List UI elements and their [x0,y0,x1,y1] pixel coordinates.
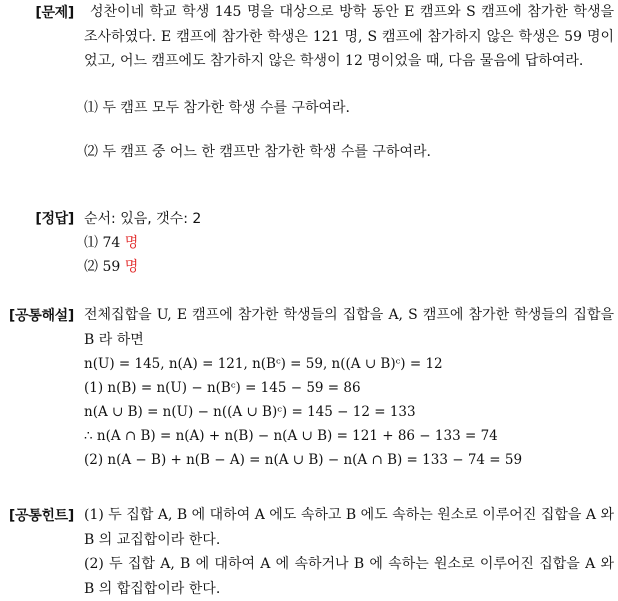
explanation-eq-5: (2) n(A − B) + n(B − A) = n(A ∪ B) − n(A ∩ B) = 133 − 74 = 59 [84,452,523,468]
question-1: ⑴ 두 캠프 모두 참가한 학생 수를 구하여라. [84,99,350,116]
explanation-label: [공통해설] [8,308,74,324]
answer-1 [84,231,614,255]
answer-label: [정답] [35,211,74,227]
hint-2: (2) 두 집합 A, B 에 대하여 A 에 속하거나 B 에 속하는 원소로 이루어진 집합을 A 와 B 의 합집합이라 한다. [84,556,614,597]
hint-1: (1) 두 집합 A, B 에 대하여 A 에도 속하고 B 에도 속하는 원소로 이루어진 집합을 A 와 B 의 교집합이라 한다. [84,507,614,548]
answer-1-unit: 명 [124,235,139,251]
answer-2-value: ⑵ 59 [84,259,121,275]
answer-1-value: ⑴ 74 [84,235,121,251]
explanation-eq-1: n(U) = 145, n(A) = 121, n(Bᶜ) = 59, n((A ∪ B)ᶜ) = 12 [84,356,443,372]
answer-2-unit: 명 [124,259,139,275]
hint-label: [공통힌트] [8,508,74,524]
explanation-eq-2: (1) n(B) = n(U) − n(Bᶜ) = 145 − 59 = 86 [84,380,361,396]
answer-2 [84,255,614,279]
question-2: ⑵ 두 캠프 중 어느 한 캠프만 참가한 학생 수를 구하여라. [84,143,431,160]
explanation-eq-4: ∴ n(A ∩ B) = n(A) + n(B) − n(A ∪ B) = 121 + 86 − 133 = 74 [84,428,498,444]
problem-label: [문제] [35,5,74,21]
problem-text: 성찬이네 학교 학생 145 명을 대상으로 방학 동안 E 캠프와 S 캠프에 참가한 학생을 조사하였다. E 캠프에 참가한 학생은 121 명, S 캠프에 참가하지 않은 학생은 59 명이었고, 어느 캠프에도 참가하지 않은 학생이 12 명이었을 때, 다음 물음에 답하여라. [84,4,614,69]
explanation-eq-3: n(A ∪ B) = n(U) − n((A ∪ B)ᶜ) = 145 − 12 = 133 [84,404,416,420]
explanation-intro: 전체집합을 U, E 캠프에 참가한 학생들의 집합을 A, S 캠프에 참가한 학생들의 집합을 B 라 하면 [84,307,614,348]
answer-meta: 순서: 있음, 갯수: 2 [84,211,202,227]
